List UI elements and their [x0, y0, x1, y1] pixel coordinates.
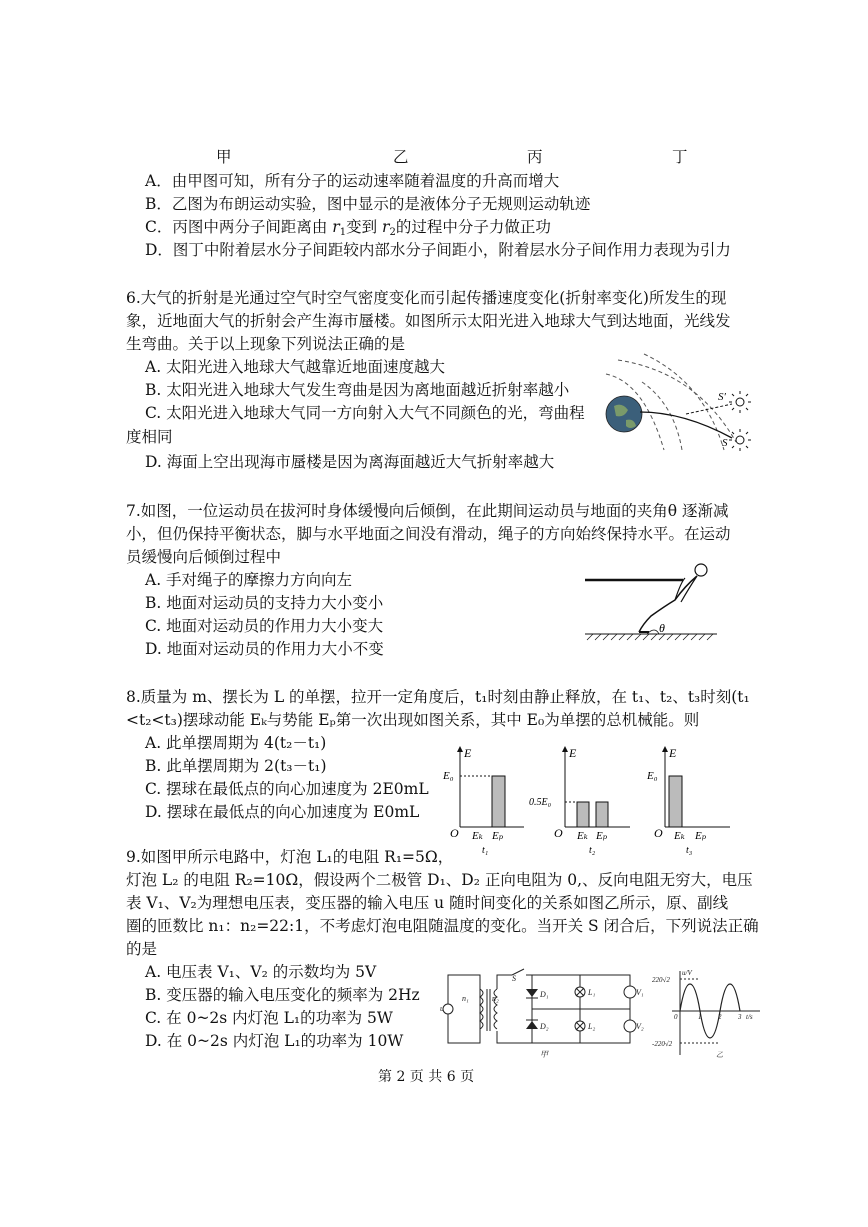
q6-stem-line1: 6.大气的折射是光通过空气时空气密度变化而引起传播速度变化(折射率变化)所发生的现: [126, 289, 727, 307]
q8-stem-line1: 8.质量为 m、摆长为 L 的单摆，拉开一定角度后，t₁时刻由静止释放，在 t₁、t₂、t₃时刻(t₁: [126, 688, 750, 706]
lamp-icon-l1: [575, 987, 585, 997]
svg-text:n₁: n₁: [462, 994, 469, 1003]
svg-text:u/V: u/V: [682, 969, 692, 977]
energy-panel-t1: [442, 746, 524, 856]
svg-text:E: E: [669, 746, 677, 760]
lamp-icon-l2: [575, 1021, 585, 1031]
q9-option-a: A. 电压表 V₁、V₂ 的示数均为 5V: [145, 963, 377, 981]
svg-text:Eₖ: Eₖ: [472, 830, 483, 842]
fig-label-ding: 丁: [672, 148, 688, 166]
svg-text:L₁: L₁: [588, 988, 596, 997]
svg-text:t₁: t₁: [482, 845, 489, 856]
fig-label-jia: 甲: [216, 148, 232, 166]
q7-option-a: A. 手对绳子的摩擦力方向向左: [145, 571, 353, 589]
svg-text:L₂: L₂: [588, 1022, 596, 1031]
svg-text:E: E: [569, 746, 577, 760]
q6-stem-line2: 象，近地面大气的折射会产生海市蜃楼。如图所示太阳光进入地球大气到达地面，光线发: [126, 312, 731, 330]
q6-stem-line3: 生弯曲。关于以上现象下列说法正确的是: [126, 335, 406, 353]
energy-bar-figures: [440, 745, 750, 860]
q9-stem-line3: 表 V₁、V₂为理想电压表，变压器的输入电压 u 随时间变化的关系如图乙所示，原、副线: [126, 894, 729, 912]
q8-option-b: B. 此单摆周期为 2(t₃－t₁): [145, 757, 327, 775]
q6-option-d: D. 海面上空出现海市蜃楼是因为离海面越近大气折射率越大: [145, 453, 555, 471]
q5-option-b: B．乙图为布朗运动实验，图中显示的是液体分子无规则运动轨迹: [145, 195, 591, 213]
q5-option-a: A．由甲图可知，所有分子的运动速率随着温度的升高而增大: [145, 172, 560, 190]
q8-stem-line2: <t₂<t₃)摆球动能 Eₖ与势能 Eₚ第一次出现如图关系，其中 E₀为单摆的总机械能。则: [126, 711, 700, 729]
q7-option-b: B. 地面对运动员的支持力大小变小: [145, 594, 384, 612]
svg-text:1: 1: [698, 1013, 702, 1021]
svg-text:S: S: [512, 974, 516, 983]
q9-stem-line4: 圈的匝数比 n₁：n₂=22:1，不考虑灯泡电阻随温度的变化。当开关 S 闭合后，下列说法正确: [126, 917, 759, 935]
svg-text:O: O: [654, 826, 663, 840]
q8-option-d: D. 摆球在最低点的向心加速度为 E0mL: [145, 803, 420, 821]
q8-option-a: A. 此单摆周期为 4(t₂－t₁): [145, 734, 327, 752]
voltmeter-icon-v1: [624, 986, 636, 998]
fig-label-yi: 乙: [393, 148, 409, 166]
q9-option-b: B. 变压器的输入电压变化的频率为 2Hz: [145, 986, 420, 1004]
q7-option-d: D. 地面对运动员的作用力大小不变: [145, 640, 384, 658]
tug-of-war-figure: [585, 560, 720, 645]
svg-text:0.5E₀: 0.5E₀: [529, 797, 552, 808]
energy-panel-t2: [529, 746, 630, 856]
sun-icon-s: [729, 429, 751, 451]
voltage-waveform-yi: [652, 967, 764, 1059]
q7-option-c: C. 地面对运动员的作用力大小变大: [145, 617, 384, 635]
svg-text:甲: 甲: [540, 1050, 548, 1059]
svg-text:t₂: t₂: [589, 845, 596, 856]
svg-text:E₀: E₀: [443, 770, 454, 782]
label-s: S: [722, 437, 728, 449]
energy-panel-t3: [646, 746, 730, 856]
q7-stem-line1: 7.如图，一位运动员在拔河时身体缓慢向后倾倒，在此期间运动员与地面的夹角θ 逐渐减: [126, 502, 729, 520]
svg-text:O: O: [450, 826, 459, 840]
circuit-diagram-jia: [440, 967, 650, 1059]
svg-text:t₃: t₃: [686, 845, 693, 856]
q8-option-c: C. 摆球在最低点的向心加速度为 2E0mL: [145, 780, 429, 798]
sun-icon-s-prime: [729, 391, 751, 413]
svg-text:E: E: [464, 746, 472, 760]
svg-text:0: 0: [674, 1013, 678, 1021]
svg-text:O: O: [554, 826, 563, 840]
svg-text:D₂: D₂: [540, 1022, 549, 1031]
label-theta: θ: [659, 621, 665, 635]
svg-text:Eₚ: Eₚ: [695, 830, 707, 842]
svg-text:Eₖ: Eₖ: [577, 830, 588, 842]
q5-option-d: D．图丁中附着层水分子间距较内部水分子间距小，附着层水分子间作用力表现为引力: [145, 241, 731, 259]
q9-stem-line1: 9.如图甲所示电路中，灯泡 L₁的电阻 R₁=5Ω，: [126, 848, 454, 866]
q7-stem-line3: 员缓慢向后倾倒过程中: [126, 548, 282, 566]
bar-ep-t1: [492, 776, 505, 827]
fig-label-bing: 丙: [527, 148, 543, 166]
svg-text:Eₚ: Eₚ: [492, 830, 504, 842]
q6-option-c-line1: C. 太阳光进入地球大气同一方向射入大气不同颜色的光，弯曲程: [145, 404, 585, 422]
bar-ep-t2: [596, 802, 608, 827]
svg-text:E₀: E₀: [647, 770, 658, 782]
q6-option-a: A. 太阳光进入地球大气越靠近地面速度越大: [145, 358, 446, 376]
svg-text:V₁: V₁: [636, 988, 644, 997]
svg-text:2: 2: [718, 1013, 722, 1021]
q6-option-c-line2: 度相同: [126, 428, 173, 446]
svg-text:乙: 乙: [716, 1051, 723, 1059]
svg-text:t/s: t/s: [746, 1013, 753, 1021]
svg-text:V₂: V₂: [636, 1022, 644, 1031]
page-footer: 第 2 页 共 6 页: [378, 1069, 475, 1085]
svg-text:n₂: n₂: [492, 994, 499, 1003]
q9-option-d: D. 在 0~2s 内灯泡 L₁的功率为 10W: [145, 1032, 404, 1050]
q5-option-c: C．丙图中两分子间距离由 $r_1$变到 $r_2$的过程中分子力做正功: [145, 218, 551, 238]
label-s-prime: S′: [718, 391, 726, 403]
svg-text:u: u: [440, 1004, 444, 1013]
q9-option-c: C. 在 0~2s 内灯泡 L₁的功率为 5W: [145, 1009, 393, 1027]
svg-text:D₁: D₁: [540, 990, 549, 999]
bar-ek-t3: [669, 776, 682, 827]
svg-text:-220√2: -220√2: [652, 1040, 673, 1048]
atmosphere-refraction-figure: [604, 352, 764, 452]
q9-stem-line2: 灯泡 L₂ 的电阻 R₂=10Ω，假设两个二极管 D₁、D₂ 正向电阻为 0,、反向电阻无穷大，电压: [126, 871, 753, 889]
svg-text:Eₚ: Eₚ: [596, 830, 608, 842]
svg-text:220√2: 220√2: [652, 976, 670, 984]
voltmeter-icon-v2: [624, 1020, 636, 1032]
q6-option-b: B. 太阳光进入地球大气发生弯曲是因为离地面越近折射率越小: [145, 381, 570, 399]
q9-stem-line5: 的是: [126, 940, 158, 958]
svg-text:3: 3: [738, 1013, 742, 1021]
svg-text:Eₖ: Eₖ: [674, 830, 685, 842]
q7-stem-line2: 小，但仍保持平衡状态，脚与水平地面之间没有滑动，绳子的方向始终保持水平。在运动: [126, 525, 731, 543]
bar-ek-t2: [577, 802, 589, 827]
